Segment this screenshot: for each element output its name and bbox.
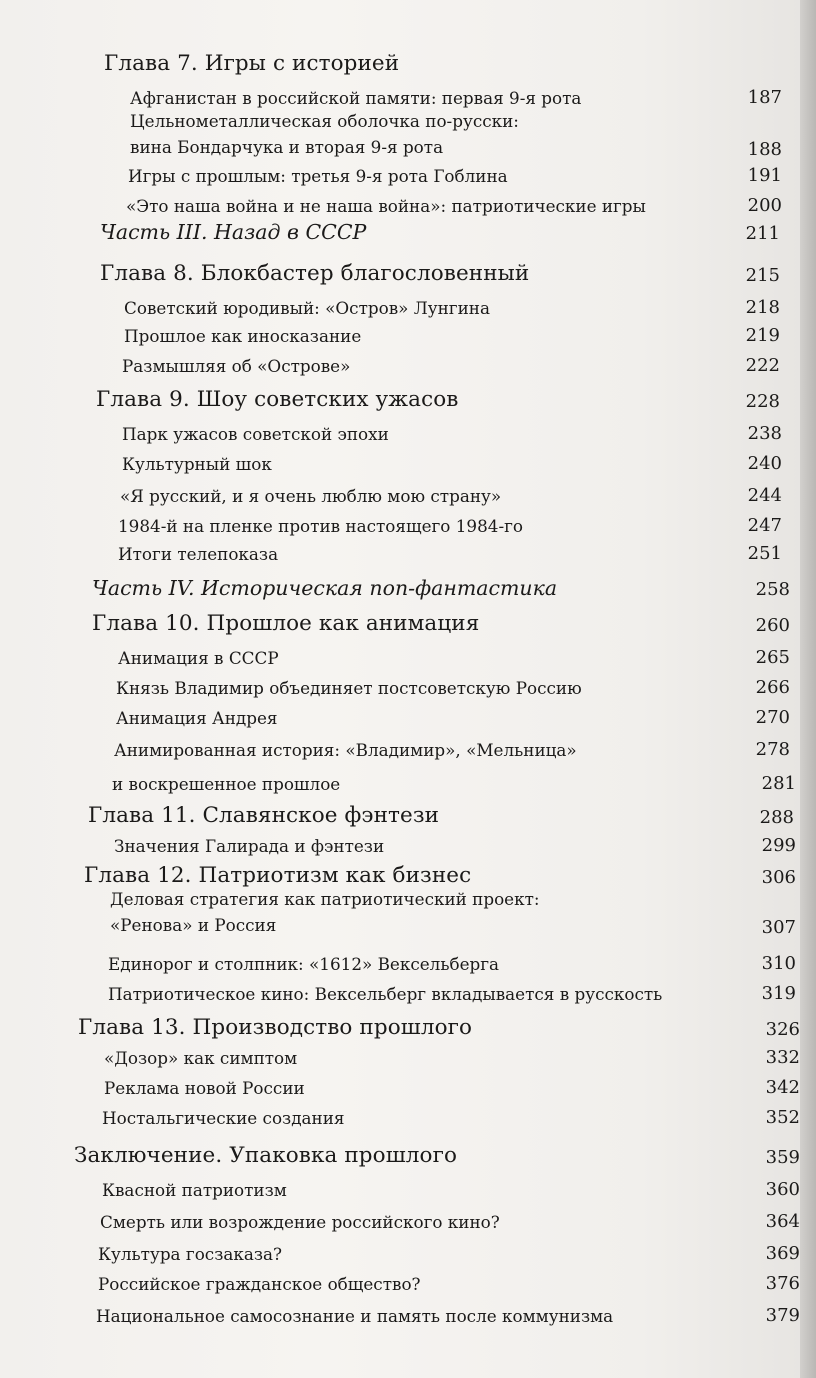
toc-entry-title xyxy=(110,886,540,938)
toc-entry-section xyxy=(108,944,796,974)
toc-entry-section xyxy=(112,764,796,794)
toc-entry-page-number: 281 xyxy=(761,773,796,794)
toc-entry-title: «Это наша война и не наша война»: патриотические игры xyxy=(126,196,646,216)
toc-entry-page-number: 244 xyxy=(747,485,782,506)
toc-entry-page-number: 188 xyxy=(747,139,782,160)
toc-entry-chapter xyxy=(74,1138,800,1168)
toc-entry-page-number: 342 xyxy=(765,1077,800,1098)
toc-entry-section xyxy=(126,186,782,216)
toc-entry-section xyxy=(114,730,790,760)
toc-entry-title: Часть IV. Историческая поп-фантастика xyxy=(92,576,558,600)
toc-entry-chapter xyxy=(104,46,780,76)
toc-entry-title: Прошлое как иносказание xyxy=(124,326,362,346)
toc-entry-section xyxy=(128,156,782,186)
toc-entry-page-number: 251 xyxy=(747,543,782,564)
toc-entry-chapter xyxy=(92,606,790,636)
toc-entry-title: Глава 8. Блокбастер благословенный xyxy=(100,261,530,286)
toc-entry-page-number: 332 xyxy=(765,1047,800,1068)
toc-entry-title: Глава 13. Производство прошлого xyxy=(78,1015,473,1040)
toc-entry-title: Анимация в СССР xyxy=(118,648,279,668)
toc-entry-page-number: 299 xyxy=(761,835,796,856)
toc-entry-title: Часть III. Назад в СССР xyxy=(100,220,367,244)
toc-entry-title: Реклама новой России xyxy=(104,1078,305,1098)
toc-entry-section xyxy=(110,886,796,938)
toc-entry-page-number: 240 xyxy=(747,453,782,474)
toc-entry-title: Смерть или возрождение российского кино? xyxy=(100,1212,500,1232)
toc-entry-title: Итоги телепоказа xyxy=(118,544,279,564)
toc-entry-page-number: 228 xyxy=(745,391,780,412)
toc-entry-section xyxy=(130,78,782,108)
toc-entry-title-line1: Цельнометаллическая оболочка по-русски: xyxy=(130,111,519,131)
toc-entry-title: Национальное самосознание и память после коммунизма xyxy=(96,1306,614,1326)
toc-entry-page-number: 326 xyxy=(765,1019,800,1040)
toc-entry-page-number: 307 xyxy=(761,917,796,938)
toc-entry-page-number: 219 xyxy=(745,325,780,346)
toc-entry-title: «Дозор» как симптом xyxy=(104,1048,298,1068)
toc-entry-section xyxy=(124,288,780,318)
toc-entry-page-number: 310 xyxy=(761,953,796,974)
toc-entry-page-number: 258 xyxy=(755,579,790,600)
toc-entry-title: Советский юродивый: «Остров» Лунгина xyxy=(124,298,490,318)
toc-entry-page-number: 270 xyxy=(755,707,790,728)
toc-entry-chapter xyxy=(78,1010,800,1040)
toc-entry-page-number: 215 xyxy=(745,265,780,286)
toc-entry-section xyxy=(120,476,782,506)
toc-entry-title: «Я русский, и я очень люблю мою страну» xyxy=(120,486,502,506)
toc-entry-part xyxy=(100,214,780,244)
toc-entry-page-number: 265 xyxy=(755,647,790,668)
toc-entry-page-number: 319 xyxy=(761,983,796,1004)
toc-entry-title: Культура госзаказа? xyxy=(98,1244,282,1264)
page-edge xyxy=(800,0,816,1378)
toc-entry-chapter xyxy=(96,382,780,412)
toc-entry-section xyxy=(102,1170,800,1200)
toc-entry-title: Единорог и столпник: «1612» Вексельберга xyxy=(108,954,500,974)
toc-entry-title: Афганистан в российской памяти: первая 9-я рота xyxy=(130,88,582,108)
toc-entry-title: Глава 9. Шоу советских ужасов xyxy=(96,387,459,412)
toc-entry-title: Глава 10. Прошлое как анимация xyxy=(92,611,480,636)
toc-entry-section xyxy=(98,1234,800,1264)
toc-entry-page-number: 187 xyxy=(747,87,782,108)
toc-entry-section xyxy=(116,698,790,728)
toc-entry-title: Заключение. Упаковка прошлого xyxy=(74,1143,458,1168)
toc-entry-title: Анимированная история: «Владимир», «Мельница» xyxy=(114,740,577,760)
toc-entry-title: Ностальгические создания xyxy=(102,1108,345,1128)
toc-entry-title: Князь Владимир объединяет постсоветскую Россию xyxy=(116,678,582,698)
toc-entry-section xyxy=(102,1098,800,1128)
toc-entry-title: Глава 12. Патриотизм как бизнес xyxy=(84,863,472,888)
toc-entry-title: 1984-й на пленке против настоящего 1984-го xyxy=(118,516,524,536)
toc-entry-page-number: 260 xyxy=(755,615,790,636)
toc-entry-title: Культурный шок xyxy=(122,454,272,474)
toc-entry-page-number: 218 xyxy=(745,297,780,318)
toc-entry-title: и воскрешенное прошлое xyxy=(112,774,341,794)
toc-entry-page-number: 247 xyxy=(747,515,782,536)
toc-entry-title: Парк ужасов советской эпохи xyxy=(122,424,389,444)
toc-entry-title-line2: вина Бондарчука и вторая 9-я рота xyxy=(130,137,444,157)
toc-entry-section xyxy=(122,346,780,376)
toc-entry-title: Анимация Андрея xyxy=(116,708,278,728)
toc-entry-part xyxy=(92,570,790,600)
toc-entry-page-number: 222 xyxy=(745,355,780,376)
toc-entry-title: Глава 11. Славянское фэнтези xyxy=(88,803,440,828)
toc-entry-page-number: 352 xyxy=(765,1107,800,1128)
toc-entry-page-number: 306 xyxy=(761,867,796,888)
toc-entry-page-number: 376 xyxy=(765,1273,800,1294)
toc-entry-section xyxy=(98,1264,800,1294)
toc-entry-page-number: 379 xyxy=(765,1305,800,1326)
toc-entry-page-number: 211 xyxy=(745,223,780,244)
toc-entry-title xyxy=(130,108,519,160)
toc-entry-section xyxy=(104,1068,800,1098)
toc-entry-title: Размышляя об «Острове» xyxy=(122,356,351,376)
toc-entry-page-number: 191 xyxy=(747,165,782,186)
toc-entry-page-number: 266 xyxy=(755,677,790,698)
toc-entry-section xyxy=(114,826,796,856)
toc-entry-page-number: 278 xyxy=(755,739,790,760)
toc-entry-page-number: 288 xyxy=(759,807,794,828)
toc-entry-page-number: 238 xyxy=(747,423,782,444)
toc-entry-section xyxy=(122,444,782,474)
toc-entry-chapter xyxy=(100,256,780,286)
toc-entry-section xyxy=(100,1202,800,1232)
toc-entry-section xyxy=(130,108,782,160)
toc-entry-page-number: 369 xyxy=(765,1243,800,1264)
toc-entry-title: Квасной патриотизм xyxy=(102,1180,287,1200)
toc-entry-title: Значения Галирада и фэнтези xyxy=(114,836,385,856)
toc-entry-section xyxy=(116,668,790,698)
toc-entry-title: Глава 7. Игры с историей xyxy=(104,51,400,76)
toc-entry-page-number: 200 xyxy=(747,195,782,216)
toc-entry-section xyxy=(118,534,782,564)
toc-entry-section xyxy=(108,974,796,1004)
toc-entry-section xyxy=(118,506,782,536)
toc-entry-title-line2: «Ренова» и Россия xyxy=(110,915,277,935)
toc-entry-title-line1: Деловая стратегия как патриотический проект: xyxy=(110,889,540,909)
toc-entry-page-number: 359 xyxy=(765,1147,800,1168)
toc-entry-page-number: 360 xyxy=(765,1179,800,1200)
toc-entry-chapter xyxy=(88,798,794,828)
toc-entry-section xyxy=(96,1296,800,1326)
toc-entry-title: Патриотическое кино: Вексельберг вкладывается в русскость xyxy=(108,984,663,1004)
toc-entry-section xyxy=(124,316,780,346)
toc-entry-section xyxy=(118,638,790,668)
toc-entry-title: Российское гражданское общество? xyxy=(98,1274,421,1294)
toc-entry-title: Игры с прошлым: третья 9-я рота Гоблина xyxy=(128,166,508,186)
toc-entry-section xyxy=(122,414,782,444)
toc-entry-section xyxy=(104,1038,800,1068)
toc-entry-chapter xyxy=(84,858,796,888)
toc-entry-page-number: 364 xyxy=(765,1211,800,1232)
